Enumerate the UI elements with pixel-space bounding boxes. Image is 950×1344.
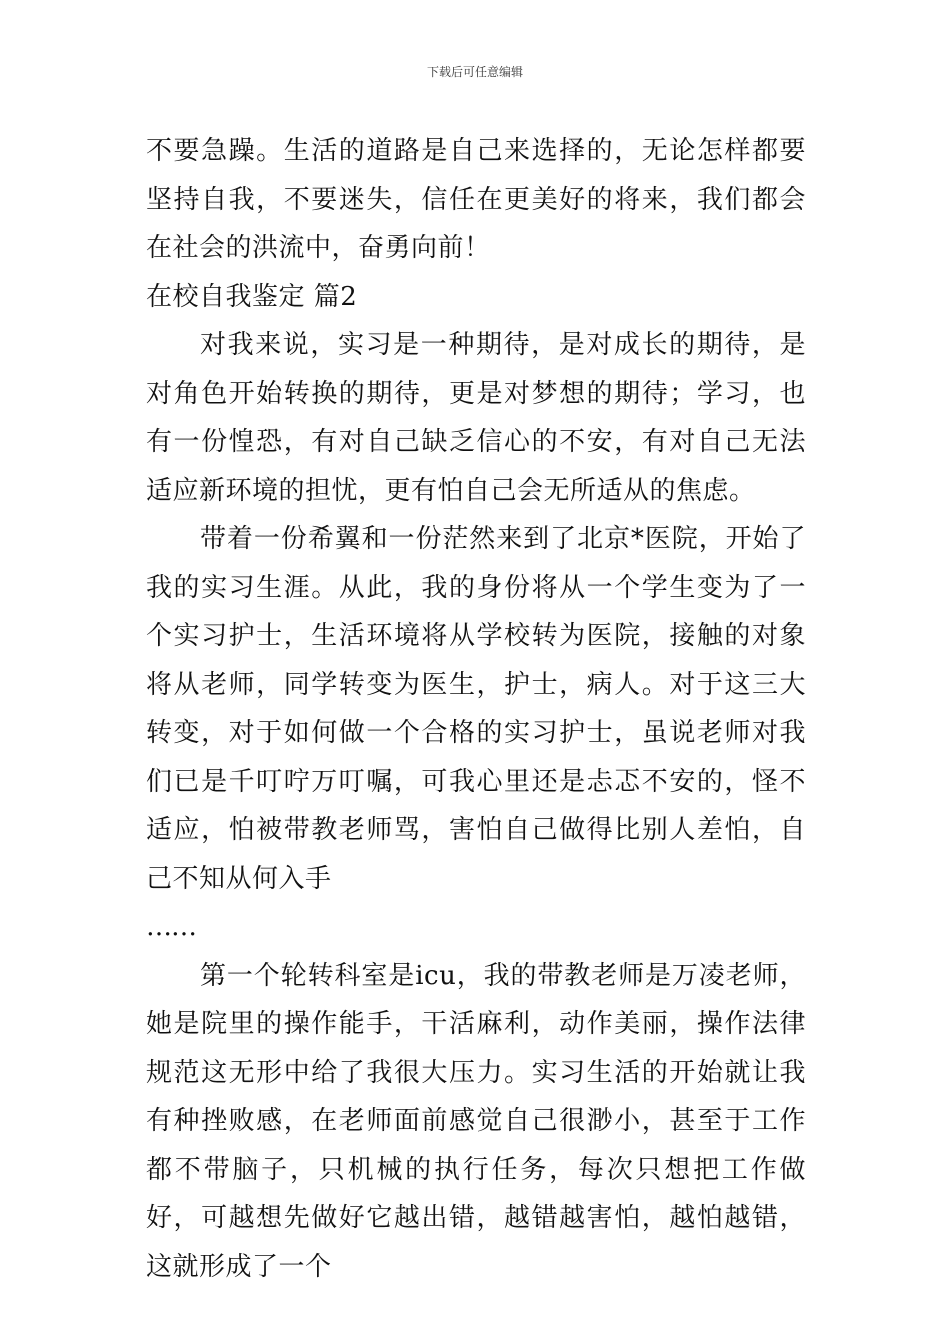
paragraph-1: 对我来说，实习是一种期待，是对成长的期待，是对角色开始转换的期待，更是对梦想的期待；学习，也有一份惶恐，有对自己缺乏信心的不安，有对自己无法适应新环境的担忧，更有怕自己会无所适从的焦虑。 — [146, 330, 806, 506]
paragraph-3: 第一个轮转科室是icu，我的带教老师是万凌老师，她是院里的操作能手，干活麻利，动作美丽，操作法律规范这无形中给了我很大压力。实习生活的开始就让我有种挫败感，在老师面前感觉自己很渺小，甚至于工作都不带脑子，只机械的执行任务，每次只想把工作做好，可越想先做好它越出错，越错越害怕，越怕越错，这就形成了一个 — [146, 960, 806, 1282]
paragraph-2: 带着一份希翼和一份茫然来到了北京*医院，开始了我的实习生涯。从此，我的身份将从一个学生变为了一个实习护士，生活环境将从学校转为医院，接触的对象将从老师，同学转变为医生，护士，病人。对于这三大转变，对于如何做一个合格的实习护士，虽说老师对我们已是千叮咛万叮嘱，可我心里还是忐忑不安的，怪不适应，怕被带教老师骂，害怕自己做得比别人差怕，自己不知从何入手 — [146, 524, 806, 894]
page-header: 下载后可任意编辑 — [426, 65, 523, 79]
paragraph-2-ellipsis: …… — [146, 912, 196, 942]
section-title: 在校自我鉴定 篇2 — [146, 281, 358, 312]
document-body — [146, 127, 806, 1291]
intro-paragraph: 不要急躁。生活的道路是自己来选择的，无论怎样都要坚持自我，不要迷失，信任在更美好的将来，我们都会在社会的洪流中，奋勇向前！ — [146, 136, 806, 263]
